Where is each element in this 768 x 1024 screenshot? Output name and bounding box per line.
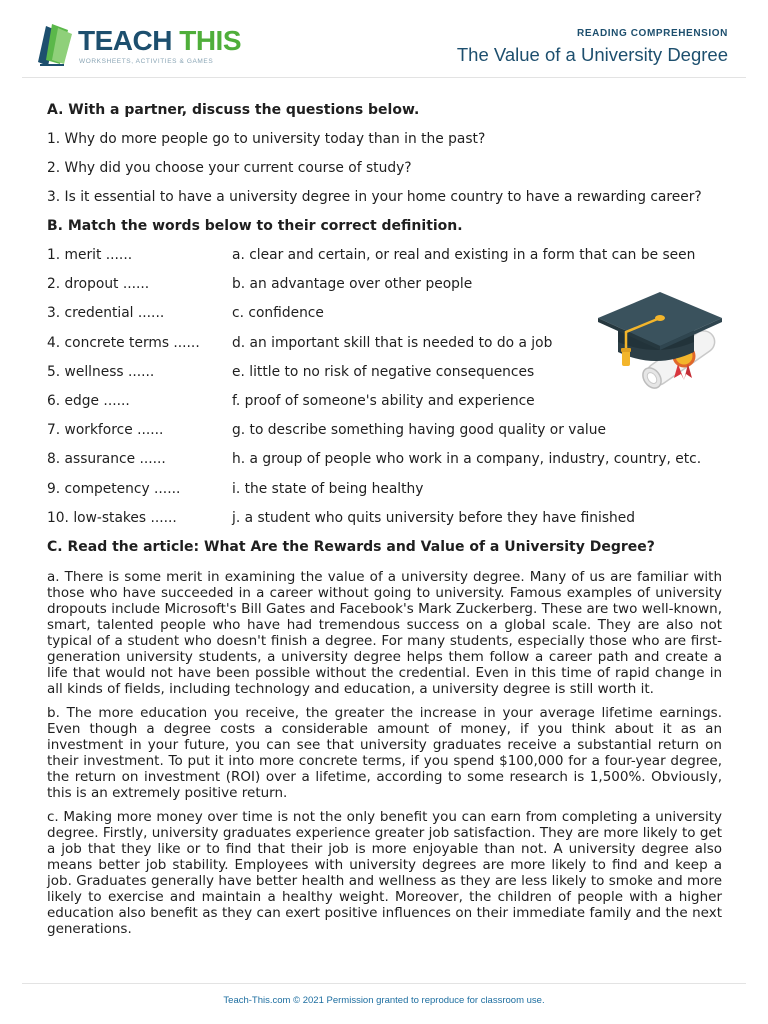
match-word: 10. low-stakes ...... [47, 509, 177, 526]
logo-wordmark [78, 26, 241, 56]
article-paragraph: c. Making more money over time is not the only benefit you can earn from completing a university degree. Firstly, university graduates experience greater job satisfaction. They are more likely to get a job that they like or to find that their job is more enjoyable than not. A university degree also means better job stability. Employees with university degrees are more likely to find and keep a job. Graduates generally have better health and wellness as they are less likely to smoke and more likely to exercise and maintain a healthy weight. Moreover, the children of people with a higher education also benefit as they can exert positive influences on their immediate family and the next generations. [47, 808, 722, 937]
logo-wordmark-this: THIS [179, 25, 242, 56]
section-a-heading: A. With a partner, discuss the questions below. [47, 102, 420, 118]
worksheet-title: The Value of a University Degree [456, 44, 728, 65]
match-word: 6. edge ...... [47, 392, 130, 409]
match-definition: e. little to no risk of negative consequences [232, 363, 535, 380]
worksheet-category: READING COMPREHENSION [577, 28, 728, 39]
match-word: 9. competency ...... [47, 480, 181, 497]
match-definition: j. a student who quits university before they have finished [232, 509, 636, 526]
discussion-question: 1. Why do more people go to university today than in the past? [47, 131, 486, 147]
match-word: 8. assurance ...... [47, 451, 166, 468]
match-definition: i. the state of being healthy [232, 480, 424, 497]
match-word: 7. workforce ...... [47, 422, 164, 439]
discussion-question: 3. Is it essential to have a university degree in your home country to have a rewarding career? [47, 189, 702, 205]
teach-this-logo[interactable] [36, 22, 242, 70]
match-definition: c. confidence [232, 305, 324, 322]
match-definition: d. an important skill that is needed to do a job [232, 334, 553, 351]
worksheet-body [47, 97, 722, 945]
book-logo-icon [36, 22, 76, 66]
section-b-heading: B. Match the words below to their correct definition. [47, 218, 463, 234]
match-row [47, 505, 722, 534]
header-divider [22, 77, 746, 78]
match-word: 1. merit ...... [47, 247, 133, 263]
discussion-question: 2. Why did you choose your current course of study? [47, 160, 412, 176]
match-row [47, 446, 722, 475]
match-word: 4. concrete terms ...... [47, 334, 200, 351]
match-word: 2. dropout ...... [47, 276, 150, 293]
match-row [47, 476, 722, 505]
match-row [47, 242, 722, 271]
page-header [0, 0, 768, 78]
footer-copyright[interactable]: Teach-This.com © 2021 Permission granted to reproduce for classroom use. [223, 995, 545, 1006]
match-row [47, 417, 722, 446]
match-definition: f. proof of someone's ability and experience [232, 392, 535, 409]
match-definition: g. to describe something having good quality or value [232, 422, 606, 439]
match-definition: b. an advantage over other people [232, 276, 473, 293]
graduation-cap-diploma-icon [596, 290, 726, 402]
logo-tagline: WORKSHEETS, ACTIVITIES & GAMES [79, 58, 214, 65]
article-paragraph: a. There is some merit in examining the value of a university degree. Many of us are familiar with those who have succeeded in a career without going to university. Famous examples of university dropouts include Microsoft's Bill Gates and Facebook's Mark Zuckerberg. These are two well-known, smart, talented people who have had tremendous success on a global scale. They are also not typical of a student who doesn't finish a degree. For many students, especially those who are first-generation university students, a university degree helps them follow a career path and create a life that would not have been possible without the credential. Even in this time of rapid change in all kinds of fields, including technology and education, a university degree is still worth it. [47, 568, 722, 697]
match-word: 5. wellness ...... [47, 363, 155, 380]
match-word: 3. credential ...... [47, 305, 165, 322]
logo-wordmark-teach: TEACH [78, 25, 172, 56]
match-definition: a. clear and certain, or real and existing in a form that can be seen [232, 247, 696, 263]
article-paragraph: b. The more education you receive, the greater the increase in your average lifetime earnings. Even though a degree costs a considerable amount of money, if you think about it as an investment in your future, you can see that university graduates receive a substantial return on their investment. To put it into more concrete terms, if you spend $100,000 for a four-year degree, the return on investment (ROI) over a lifetime, according to some research is 1,500%. Obviously, this is an extremely positive return. [47, 704, 722, 801]
match-definition: h. a group of people who work in a company, industry, country, etc. [232, 451, 702, 468]
footer-divider [22, 983, 746, 984]
section-c-heading: C. Read the article: What Are the Rewards and Value of a University Degree? [47, 538, 655, 555]
